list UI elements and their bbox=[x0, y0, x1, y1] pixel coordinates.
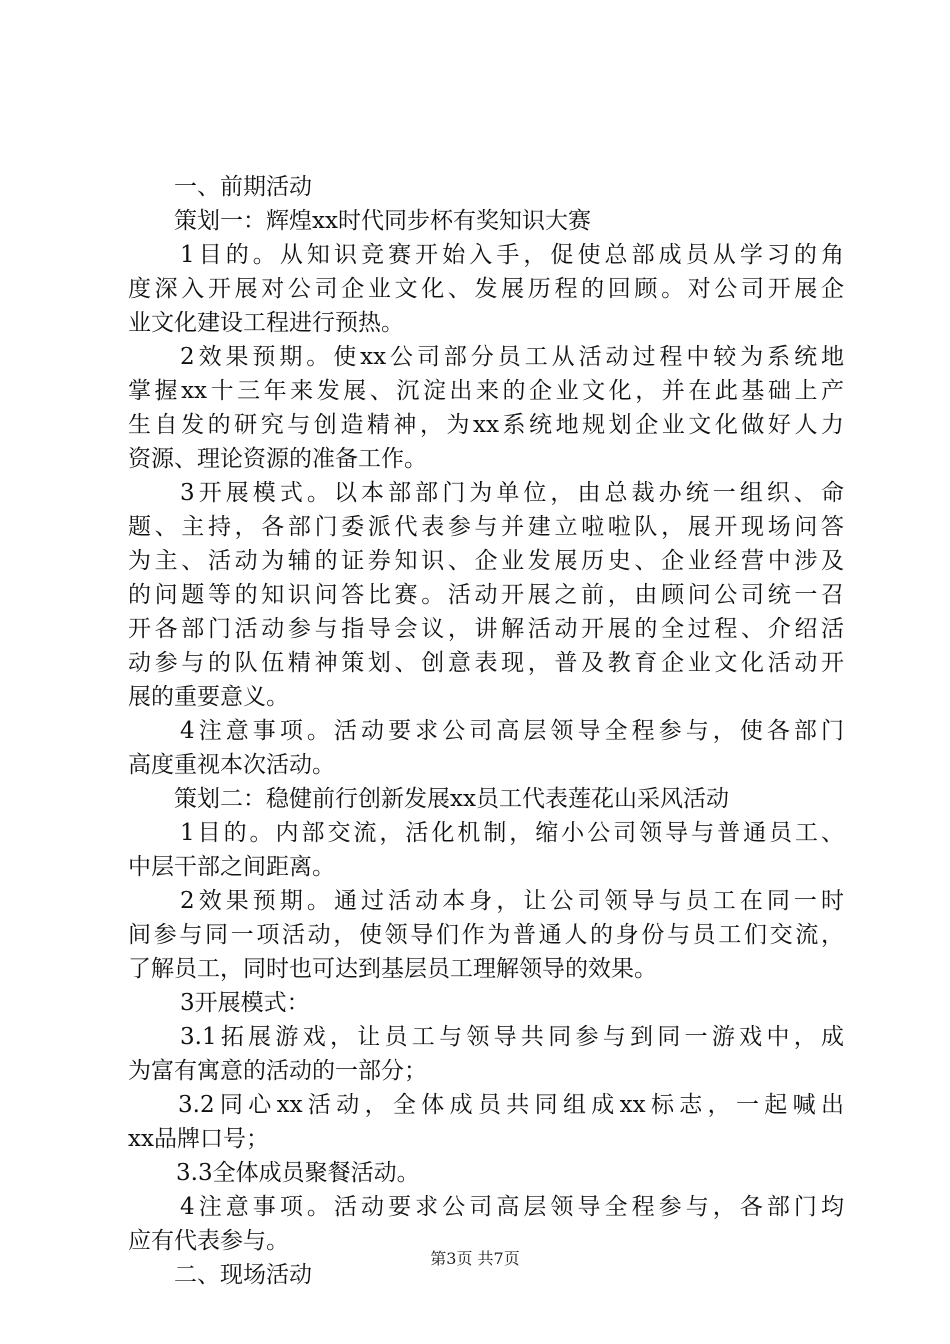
paragraph-line: 开各部门活动参与指导会议，讲解活动开展的全过程、介绍活 bbox=[128, 616, 844, 642]
paragraph-line: 资源、理论资源的准备工作。 bbox=[128, 446, 427, 472]
paragraph-line: 3.2同心xx活动，全体成员共同组成xx标志，一起喊出 bbox=[178, 1092, 844, 1118]
paragraph-line: 间参与同一项活动，使领导们作为普通人的身份与员工们交流， bbox=[128, 922, 844, 948]
paragraph-line: 高度重视本次活动。 bbox=[128, 752, 335, 778]
paragraph-line: 掌握xx十三年来发展、沉淀出来的企业文化，并在此基础上产 bbox=[128, 378, 844, 404]
paragraph-line: 2效果预期。通过活动本身，让公司领导与员工在同一时 bbox=[180, 888, 844, 914]
paragraph-line: 生自发的研究与创造精神，为xx系统地规划企业文化做好人力 bbox=[128, 412, 844, 438]
paragraph-line: 3.3全体成员聚餐活动。 bbox=[176, 1160, 420, 1186]
paragraph-line: 了解员工，同时也可达到基层员工理解领导的效果。 bbox=[128, 956, 657, 982]
plan-heading: 策划一：辉煌xx时代同步杯有奖知识大赛 bbox=[174, 208, 591, 234]
paragraph-line: 为主、活动为辅的证券知识、企业发展历史、企业经营中涉及 bbox=[128, 548, 844, 574]
paragraph-line: 动参与的队伍精神策划、创意表现，普及教育企业文化活动开 bbox=[128, 650, 844, 676]
paragraph-line: 应有代表参与。 bbox=[128, 1228, 289, 1254]
section-heading: 二、现场活动 bbox=[174, 1262, 312, 1288]
document-body bbox=[128, 170, 844, 1292]
paragraph-line: 2效果预期。使xx公司部分员工从活动过程中较为系统地 bbox=[180, 344, 844, 370]
paragraph-line: 1目的。从知识竞赛开始入手，促使总部成员从学习的角 bbox=[180, 242, 844, 268]
paragraph-line: 中层干部之间距离。 bbox=[128, 854, 335, 880]
plan-heading: 策划二：稳健前行创新发展xx员工代表莲花山采风活动 bbox=[174, 786, 729, 812]
paragraph-line: 3开展模式： bbox=[180, 990, 310, 1016]
paragraph-line: 4注意事项。活动要求公司高层领导全程参与，使各部门 bbox=[180, 718, 844, 744]
paragraph-line: 业文化建设工程进行预热。 bbox=[128, 310, 404, 336]
page-footer: 第3页 共7页 bbox=[430, 1249, 520, 1268]
paragraph-line: 为富有寓意的活动的一部分； bbox=[128, 1058, 427, 1084]
section-heading: 一、前期活动 bbox=[174, 174, 312, 200]
paragraph-line: 3.1拓展游戏，让员工与领导共同参与到同一游戏中，成 bbox=[180, 1024, 844, 1050]
paragraph-line: 的问题等的知识问答比赛。活动开展之前，由顾问公司统一召 bbox=[128, 582, 844, 608]
paragraph-line: 展的重要意义。 bbox=[128, 684, 289, 710]
paragraph-line: 1目的。内部交流，活化机制，缩小公司领导与普通员工、 bbox=[180, 820, 844, 846]
paragraph-line: 度深入开展对公司企业文化、发展历程的回顾。对公司开展企 bbox=[128, 276, 844, 302]
paragraph-line: 3开展模式。以本部部门为单位，由总裁办统一组织、命 bbox=[180, 480, 844, 506]
paragraph-line: 题、主持，各部门委派代表参与并建立啦啦队，展开现场问答 bbox=[128, 514, 844, 540]
paragraph-line: xx品牌口号； bbox=[128, 1126, 269, 1152]
paragraph-line: 4注意事项。活动要求公司高层领导全程参与，各部门均 bbox=[180, 1194, 844, 1220]
